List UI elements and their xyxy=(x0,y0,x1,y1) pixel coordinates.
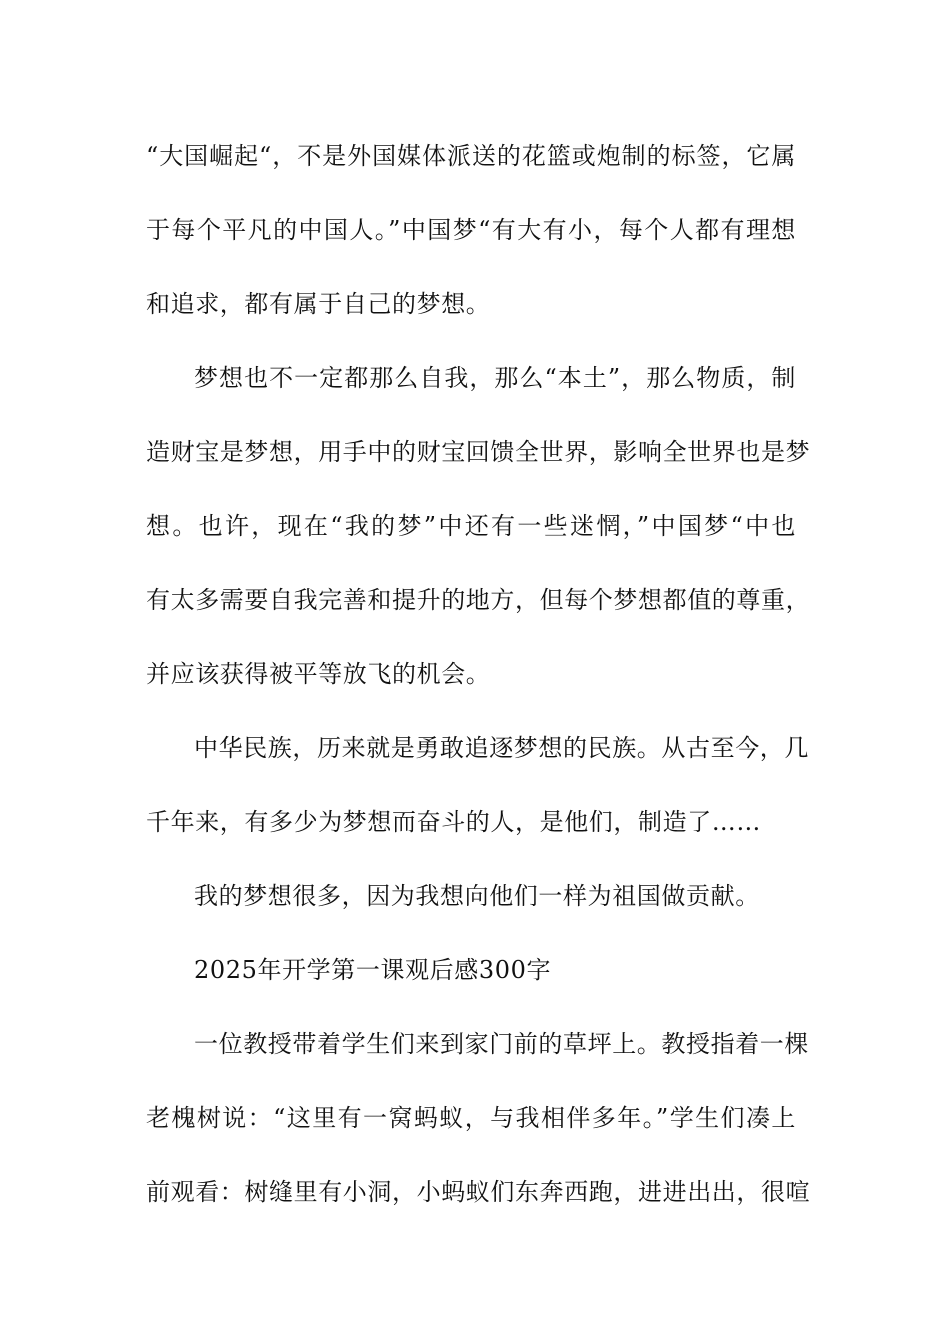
text-line: 于每个平凡的中国人。”中国梦“有大有小，每个人都有理想 xyxy=(146,216,796,244)
text-line: 老槐树说：“这里有一窝蚂蚁，与我相伴多年。”学生们凑上 xyxy=(146,1104,796,1132)
text-line: 造财宝是梦想，用手中的财宝回馈全世界，影响全世界也是梦 xyxy=(146,438,811,466)
text-line: 前观看：树缝里有小洞，小蚂蚁们东奔西跑，进进出出，很喧 xyxy=(146,1178,811,1206)
text-line: 并应该获得被平等放飞的机会。 xyxy=(146,660,491,688)
text-line: 和追求，都有属于自己的梦想。 xyxy=(146,290,491,318)
text-line: 想。也许，现在“我的梦”中还有一些迷惘，”中国梦“中也 xyxy=(146,512,796,540)
section-heading: 2025年开学第一课观后感300字 xyxy=(194,956,552,984)
paragraph-first-line: 我的梦想很多，因为我想向他们一样为祖国做贡献。 xyxy=(194,882,760,910)
paragraph-first-line: 中华民族，历来就是勇敢追逐梦想的民族。从古至今，几 xyxy=(194,734,809,762)
paragraph-first-line: 梦想也不一定都那么自我，那么“本土”，那么物质，制 xyxy=(194,364,796,392)
paragraph-first-line: 一位教授带着学生们来到家门前的草坪上。教授指着一棵 xyxy=(194,1030,809,1058)
text-line: “大国崛起“，不是外国媒体派送的花篮或炮制的标签，它属 xyxy=(146,142,796,170)
text-line: 千年来，有多少为梦想而奋斗的人，是他们，制造了…… xyxy=(146,808,761,836)
text-line: 有太多需要自我完善和提升的地方，但每个梦想都值的尊重， xyxy=(146,586,811,614)
